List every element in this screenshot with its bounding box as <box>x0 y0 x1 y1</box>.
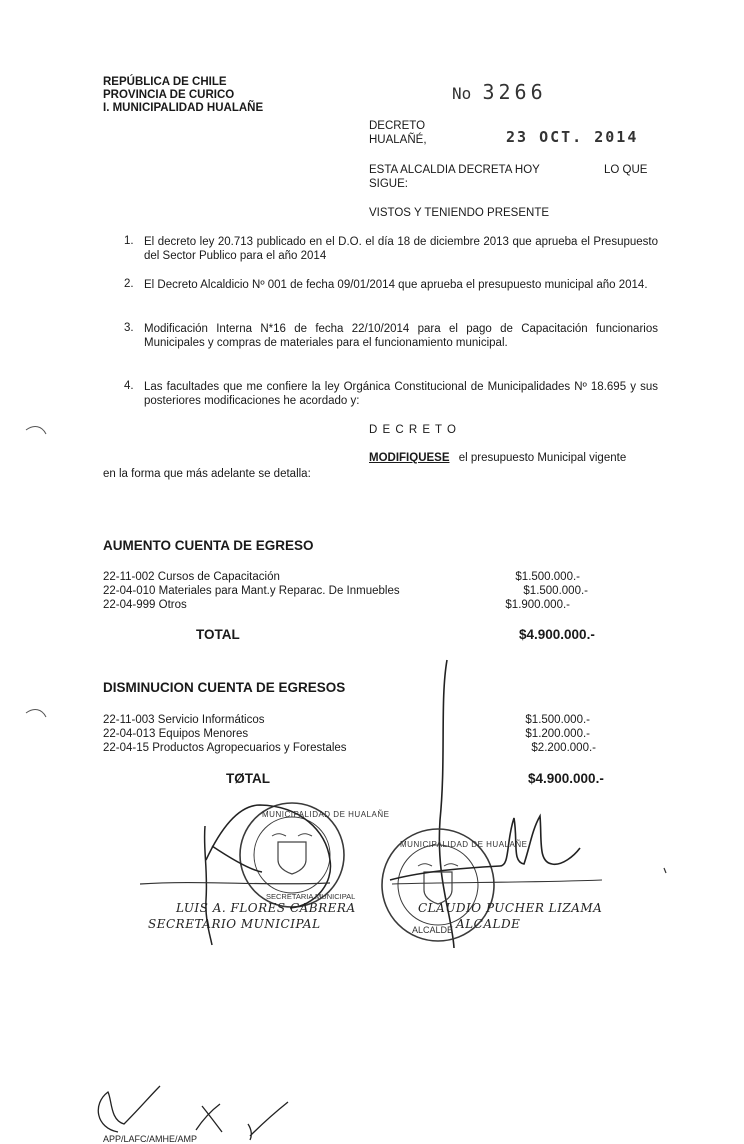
disminucion-row-amount: $2.200.000.- <box>531 742 596 754</box>
footer-initials-scribble <box>98 1086 288 1140</box>
aumento-row-desc: 22-04-010 Materiales para Mant.y Reparac. De Inmuebles <box>103 585 400 597</box>
item-number: 3. <box>124 322 134 334</box>
decree-date: 23 OCT. 2014 <box>506 128 639 146</box>
disminucion-total-label: TØTAL <box>226 771 270 786</box>
item-number: 1. <box>124 235 134 247</box>
modifiquese-rest: el presupuesto Municipal vigente <box>458 452 627 464</box>
aumento-row-amount: $1.500.000.- <box>515 571 580 583</box>
vistos-heading: VISTOS Y TENIENDO PRESENTE <box>369 207 550 219</box>
item-number: 4. <box>124 380 134 392</box>
disminucion-row-amount: $1.500.000.- <box>525 714 590 726</box>
decrees-line-2: SIGUE: <box>369 178 408 190</box>
decree-number-value: 3266 <box>482 80 547 104</box>
left-signatory-name: LUIS A. FLORES CABRERA <box>176 901 356 915</box>
margin-mark <box>26 710 46 717</box>
item-text: Modificación Interna N*16 de fecha 22/10/2014 para el pago de Capacitación funcionarios Municipales y compras de materiales para el funcionamiento municipal. <box>144 323 658 349</box>
disminucion-row-desc: 22-04-15 Productos Agropecuarios y Forestales <box>103 742 347 754</box>
left-stamp-bottom: SECRETARIA MUNICIPAL <box>266 892 356 901</box>
item-text: El decreto ley 20.713 publicado en el D.O. el día 18 de diciembre 2013 que aprueba el Presupuesto del Sector Publico para el año 2014 <box>144 236 658 262</box>
modifiquese-line-2: en la forma que más adelante se detalla: <box>103 468 311 480</box>
header-line-2: PROVINCIA DE CURICO <box>103 89 235 101</box>
disminucion-row-desc: 22-04-013 Equipos Menores <box>103 728 249 740</box>
aumento-row-desc: 22-04-999 Otros <box>103 599 187 611</box>
decree-number-prefix: No <box>452 84 472 103</box>
aumento-row-amount: $1.900.000.- <box>505 599 570 611</box>
decree-place: HUALAÑÉ, <box>369 134 427 146</box>
disminucion-total-amount: $4.900.000.- <box>528 771 604 786</box>
disminucion-row-desc: 22-11-003 Servicio Informáticos <box>103 714 265 726</box>
aumento-row-desc: 22-11-002 Cursos de Capacitación <box>103 571 280 583</box>
aumento-total-amount: $4.900.000.- <box>519 627 595 642</box>
left-signature-line <box>140 883 330 884</box>
decrees-line-1-end: LO QUE <box>604 164 648 176</box>
aumento-total-label: TOTAL <box>196 627 240 642</box>
margin-mark <box>26 427 46 434</box>
right-signatory-role: ALCALDE <box>456 917 521 931</box>
right-stamp-text: MUNICIPALIDAD DE HUALAÑE <box>400 840 528 849</box>
left-signatory-role: SECRETARIO MUNICIPAL <box>148 917 321 931</box>
decrees-line-1: ESTA ALCALDIA DECRETA HOY <box>369 164 540 176</box>
item-text: El Decreto Alcaldicio Nº 001 de fecha 09/01/2014 que aprueba el presupuesto municipal año 2014. <box>144 279 648 291</box>
disminucion-row-amount: $1.200.000.- <box>525 728 590 740</box>
aumento-row-amount: $1.500.000.- <box>523 585 588 597</box>
modifiquese-keyword: MODIFIQUESE <box>369 452 450 464</box>
margin-mark <box>664 868 666 873</box>
right-stamp-bottom: ALCALDE <box>412 925 454 935</box>
footer-initials: APP/LAFC/AMHE/AMP <box>103 1134 198 1144</box>
header-line-1: REPÚBLICA DE CHILE <box>103 76 227 88</box>
decree-label: DECRETO <box>369 120 426 132</box>
right-signatory-name: CLAUDIO PUCHER LIZAMA <box>418 901 603 915</box>
left-stamp-text: MUNICIPALIDAD DE HUALAÑE <box>262 810 390 819</box>
disminucion-title: DISMINUCION CUENTA DE EGRESOS <box>103 680 346 695</box>
item-number: 2. <box>124 278 134 290</box>
header-line-3: I. MUNICIPALIDAD HUALAÑE <box>103 102 264 114</box>
aumento-title: AUMENTO CUENTA DE EGRESO <box>103 538 314 553</box>
item-text: Las facultades que me confiere la ley Orgánica Constitucional de Municipalidades Nº 18.695 y sus posteriores modificaciones he acordado y: <box>144 381 658 407</box>
decreto-heading: D E C R E T O <box>369 424 457 436</box>
